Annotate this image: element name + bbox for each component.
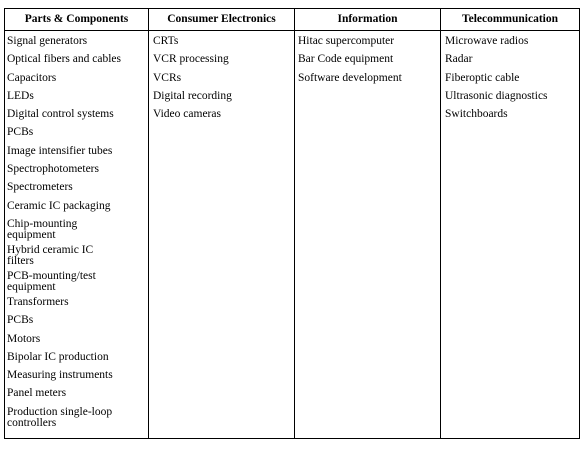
list-item: Bipolar IC production [7,350,109,363]
header-consumer-electronics: Consumer Electronics [167,13,276,25]
list-item: PCB-mounting/test equipment [7,269,96,294]
list-item: Ceramic IC packaging [7,199,111,212]
column-parts-components [7,36,145,433]
list-item: Spectrometers [7,181,73,194]
column-divider [294,9,295,438]
list-item: Video cameras [153,108,221,121]
list-item: Optical fibers and cables [7,53,121,66]
list-item: Transformers [7,295,69,308]
list-item: PCBs [7,126,34,139]
list-item: VCR processing [153,53,229,66]
column-divider [148,9,149,438]
list-item: Software development [298,71,402,84]
list-item: Radar [445,53,473,66]
column-information [298,36,438,91]
list-item: Signal generators [7,35,88,47]
header-parts-components: Parts & Components [24,13,129,25]
list-item: CRTs [153,35,179,47]
list-item: Hitac supercomputer [298,35,395,47]
column-consumer-electronics [153,36,293,127]
list-item: Spectrophotometers [7,163,99,176]
list-item: Production single-loop controllers [7,405,113,430]
column-divider [440,9,441,438]
list-item: Image intensifier tubes [7,144,113,157]
list-item: Panel meters [7,387,67,400]
list-item: Digital control systems [7,108,114,121]
list-item: Motors [7,332,41,345]
list-item: VCRs [153,71,182,84]
list-item: Capacitors [7,71,57,84]
list-item: Chip-mounting equipment [7,217,78,242]
header-information: Information [337,13,398,25]
list-item: Switchboards [445,108,508,121]
list-item: Measuring instruments [7,369,113,382]
list-item: Bar Code equipment [298,53,394,66]
list-item: LEDs [7,89,34,102]
list-item: Ultrasonic diagnostics [445,89,548,102]
table-header-row [5,9,579,31]
column-telecommunication [445,36,579,127]
list-item: PCBs [7,314,34,327]
header-telecommunication: Telecommunication [461,13,559,25]
list-item: Fiberoptic cable [445,71,520,84]
list-item: Microwave radios [445,35,529,47]
list-item: Hybrid ceramic IC filters [7,243,94,268]
data-table [4,8,580,439]
list-item: Digital recording [153,89,232,102]
